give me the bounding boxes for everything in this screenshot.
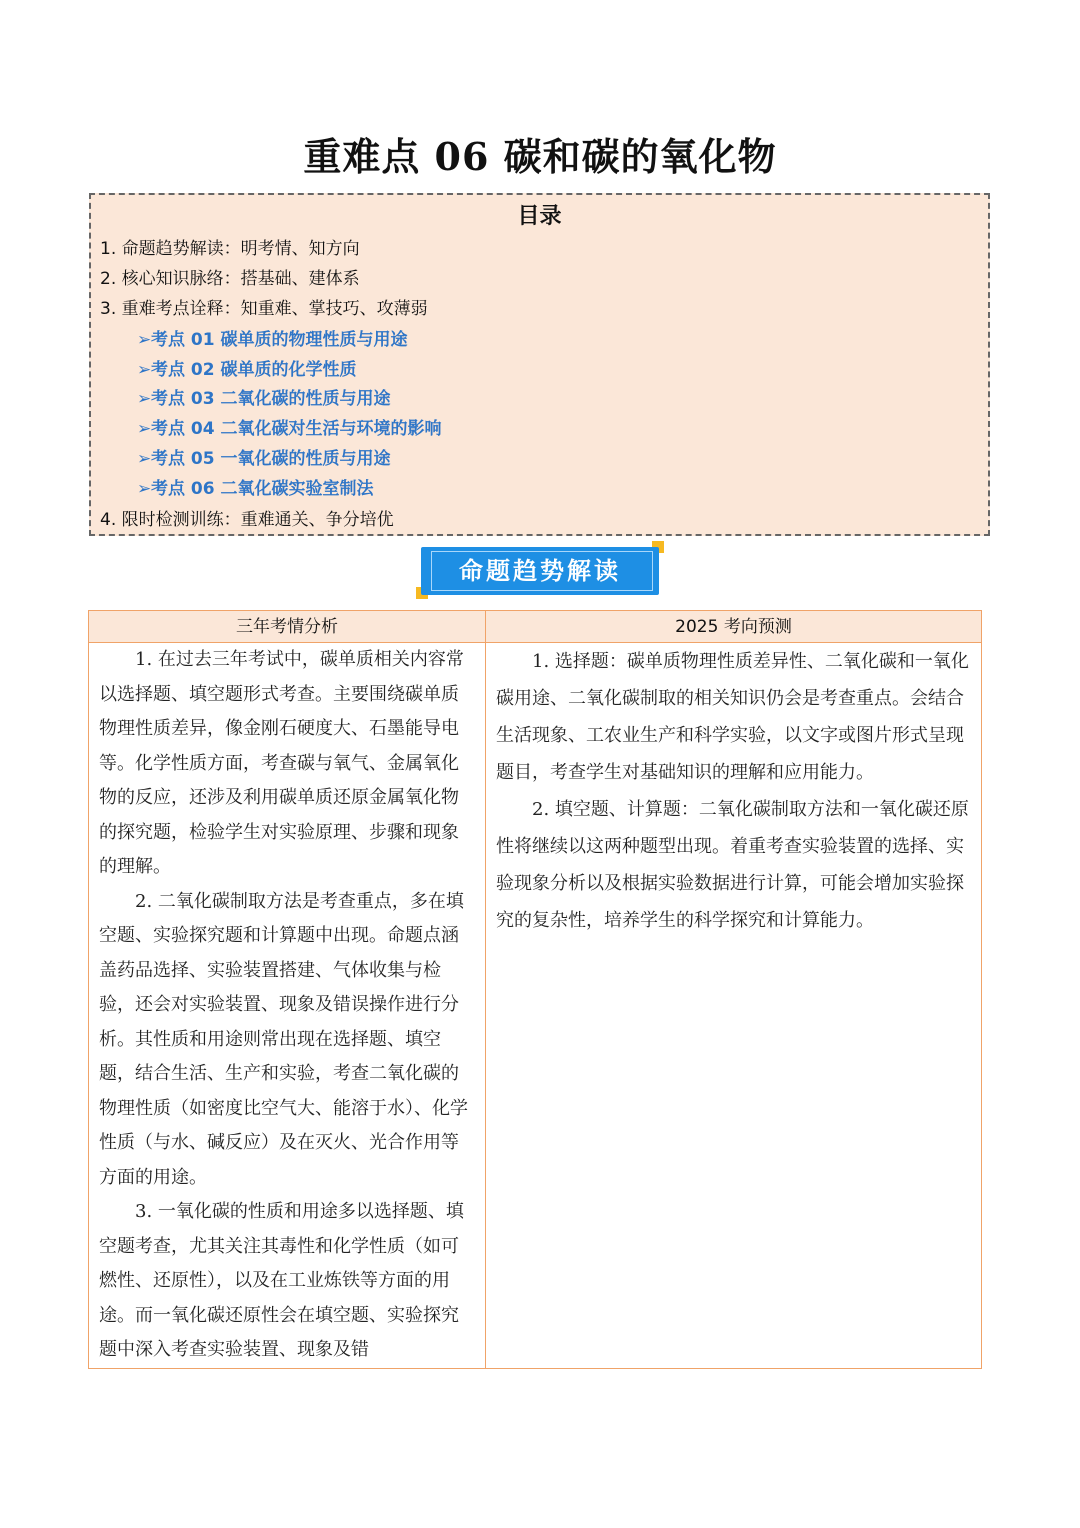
toc-heading: 目录	[517, 204, 562, 229]
toc-item-1: 1. 命题趋势解读：明考情、知方向	[100, 239, 360, 259]
banner-background	[421, 547, 659, 595]
analysis-paragraph-3: 3. 一氧化碳的性质和用途多以选择题、填空题考查，尤其关注其毒性和化学性质（如可燃性、还原性），以及在工业炼铁等方面的用途。而一氧化碳还原性会在填空题、实验探究题中深入考查实验装置、现象及错	[99, 1201, 464, 1360]
arrow-icon: ➢	[137, 330, 152, 350]
page-title: 重难点 06 碳和碳的氧化物	[303, 134, 777, 179]
arrow-icon: ➢	[137, 419, 152, 439]
three-year-analysis-cell	[89, 643, 486, 1369]
table-of-contents	[89, 193, 990, 536]
toc-subitem-label: 考点 01 碳单质的物理性质与用途	[151, 330, 408, 350]
forecast-cell	[486, 643, 982, 1369]
toc-item-3: 3. 重难考点诠释：知重难、掌技巧、攻薄弱	[100, 299, 428, 319]
toc-subitem-02[interactable]	[137, 358, 357, 382]
analysis-table	[88, 610, 982, 1369]
table-header-row	[89, 611, 982, 643]
toc-subitem-04[interactable]	[137, 417, 442, 441]
forecast-paragraph-2: 2. 填空题、计算题：二氧化碳制取方法和一氧化碳还原性将继续以这两种题型出现。着重考查实验装置的选择、实验现象分析以及根据实验数据进行计算，可能会增加实验探究的复杂性，培养学生的科学探究和计算能力。	[496, 799, 969, 931]
toc-subitem-03[interactable]	[137, 387, 391, 411]
arrow-icon: ➢	[137, 360, 152, 380]
analysis-paragraph-2: 2. 二氧化碳制取方法是考查重点，多在填空题、实验探究题和计算题中出现。命题点涵盖药品选择、实验装置搭建、气体收集与检验，还会对实验装置、现象及错误操作进行分析。其性质和用途则常出现在选择题、填空题，结合生活、生产和实验，考查二氧化碳的物理性质（如密度比空气大、能溶于水）、化学性质（与水、碱反应）及在灭火、光合作用等方面的用途。	[99, 890, 468, 1188]
toc-subitem-01[interactable]	[137, 328, 408, 352]
toc-subitem-label: 考点 06 二氧化碳实验室制法	[151, 479, 374, 499]
toc-subitem-label: 考点 03 二氧化碳的性质与用途	[151, 389, 391, 409]
toc-subitem-06[interactable]	[137, 477, 374, 501]
toc-subitem-label: 考点 02 碳单质的化学性质	[151, 360, 357, 380]
forecast-paragraph-1: 1. 选择题：碳单质物理性质差异性、二氧化碳和一氧化碳用途、二氧化碳制取的相关知识仍会是考查重点。会结合生活现象、工农业生产和科学实验，以文字或图片形式呈现题目，考查学生对基础知识的理解和应用能力。	[496, 651, 969, 783]
toc-subitem-label: 考点 05 一氧化碳的性质与用途	[151, 449, 391, 469]
header-three-year-analysis: 三年考情分析	[89, 611, 486, 643]
toc-subitem-label: 考点 04 二氧化碳对生活与环境的影响	[151, 419, 442, 439]
toc-item-2: 2. 核心知识脉络：搭基础、建体系	[100, 269, 360, 289]
banner-label: 命题趋势解读	[459, 557, 621, 585]
toc-item-4: 4. 限时检测训练：重难通关、争分培优	[100, 510, 394, 530]
arrow-icon: ➢	[137, 479, 152, 499]
toc-subitem-05[interactable]	[137, 447, 391, 471]
analysis-paragraph-1: 1. 在过去三年考试中，碳单质相关内容常以选择题、填空题形式考查。主要围绕碳单质物理性质差异，像金刚石硬度大、石墨能导电等。化学性质方面，考查碳与氧气、金属氧化物的反应，还涉及利用碳单质还原金属氧化物的探究题，检验学生对实验原理、步骤和现象的理解。	[99, 649, 464, 877]
table-row	[89, 643, 982, 1369]
arrow-icon: ➢	[137, 389, 152, 409]
header-2025-forecast: 2025 考向预测	[486, 611, 982, 643]
section-banner	[416, 541, 666, 603]
arrow-icon: ➢	[137, 449, 152, 469]
